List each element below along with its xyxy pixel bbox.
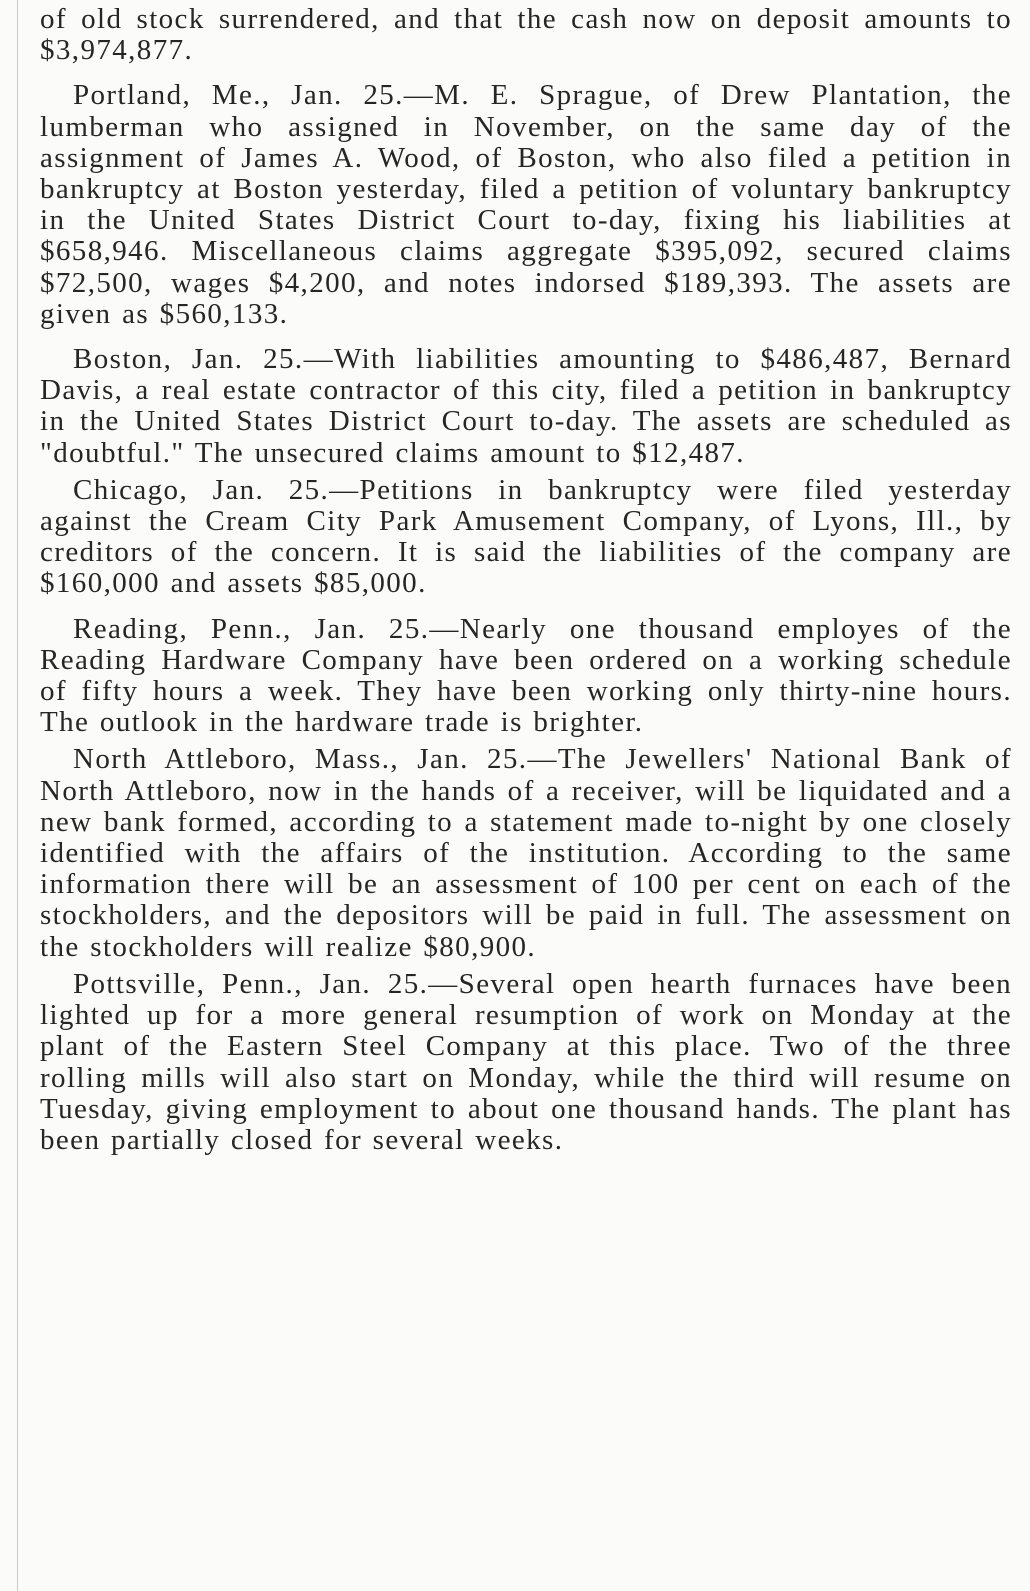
article-reading: Reading, Penn., Jan. 25.—Nearly one thousand employes of the Reading Hardware Company have been ordered on a working schedule of fifty hours a week. They have been working only thirty-nine hours. The outlook in the hardware trade is brighter.	[40, 612, 1012, 739]
article-chicago: Chicago, Jan. 25.—Petitions in bankruptcy were filed yesterday against the Cream City Park Amusement Company, of Lyons, Ill., by creditors of the concern. It is said the liabilities of the company are $160,000 and assets $85,000.	[40, 473, 1012, 600]
article-pottsville: Pottsville, Penn., Jan. 25.—Several open hearth furnaces have been lighted up for a more general resumption of work on Monday at the plant of the Eastern Steel Company at this place. Two of the three rolling mills will also start on Monday, while the third will resume on Tuesday, giving employment to about one thousand hands. The plant has been partially closed for several weeks.	[40, 967, 1012, 1156]
column-rule	[17, 0, 18, 1591]
article-portland: Portland, Me., Jan. 25.—M. E. Sprague, of Drew Plantation, the lumberman who assigned in November, on the same day of the assignment of James A. Wood, of Boston, who also filed a petition in bankruptcy at Boston yesterday, filed a petition of voluntary bankruptcy in the United States District Court to-day, fixing his liabilities at $658,946. Miscellaneous claims aggregate $395,092, secured claims $72,500, wages $4,200, and notes indorsed $189,393. The assets are given as $560,133.	[40, 79, 1012, 330]
news-column	[40, 4, 1012, 1156]
article-boston: Boston, Jan. 25.—With liabilities amounting to $486,487, Bernard Davis, a real estate contractor of this city, filed a petition in bankruptcy in the United States District Court to-day. The assets are scheduled as "doubtful." The unsecured claims amount to $12,487.	[40, 343, 1012, 469]
article-north-attleboro: North Attleboro, Mass., Jan. 25.—The Jewellers' National Bank of North Attleboro, now in the hands of a receiver, will be liquidated and a new bank formed, according to a statement made to-night by one closely identified with the affairs of the institution. According to the same information there will be an assessment of 100 per cent on each of the stockholders, and the depositors will be paid in full. The assessment on the stockholders will realize $80,900.	[40, 743, 1012, 963]
article-continuation: of old stock surrendered, and that the cash now on deposit amounts to $3,974,877.	[40, 3, 1012, 67]
